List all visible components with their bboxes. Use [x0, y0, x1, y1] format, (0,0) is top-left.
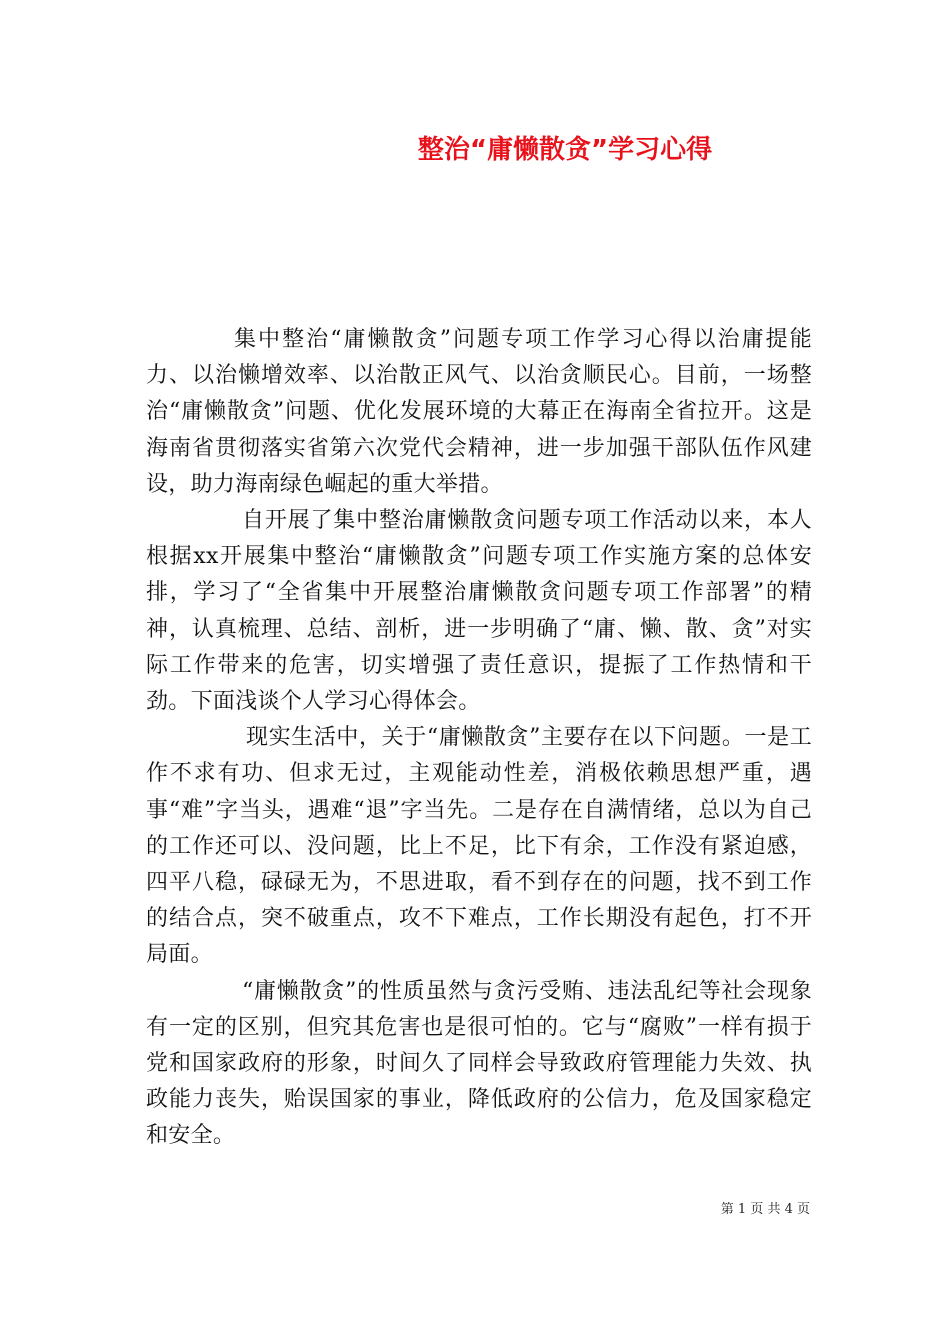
- paragraph: 现实生活中，关于“庸懒散贪”主要存在以下问题。一是工作不求有功、但求无过，主观能动性差，消极依赖思想严重，遇事“难”字当头，遇难“退”字当先。二是存在自满情绪，总以为自己的工作还可以、没问题，比上不足，比下有余，工作没有紧迫感，四平八稳，碌碌无为，不思进取，看不到存在的问题，找不到工作的结合点，突不破重点，攻不下难点，工作长期没有起色，打不开局面。: [146, 725, 812, 968]
- paragraph: 集中整治“庸懒散贪”问题专项工作学习心得以治庸提能力、以治懒增效率、以治散正风气、以治贪顺民心。目前，一场整治“庸懒散贪”问题、优化发展环境的大幕正在海南全省拉开。这是海南省贯彻落实省第六次党代会精神，进一步加强干部队伍作风建设，助力海南绿色崛起的重大举措。: [146, 327, 812, 497]
- page-number-footer: 第 1 页 共 4 页: [720, 1202, 810, 1217]
- document-body: [146, 322, 812, 1155]
- document-title: 整治“庸懒散贪”学习心得: [417, 135, 713, 165]
- paragraph: “庸懒散贪”的性质虽然与贪污受贿、违法乱纪等社会现象有一定的区别，但究其危害也是很可怕的。它与“腐败”一样有损于党和国家政府的形象，时间久了同样会导致政府管理能力失效、执政能力丧失，贻误国家的事业，降低政府的公信力，危及国家稳定和安全。: [146, 978, 812, 1149]
- paragraph: 自开展了集中整治庸懒散贪问题专项工作活动以来，本人根据xx开展集中整治“庸懒散贪”问题专项工作实施方案的总体安排，学习了“全省集中开展整治庸懒散贪问题专项工作部署”的精神，认真梳理、总结、剖析，进一步明确了“庸、懒、散、贪”对实际工作带来的危害，切实增强了责任意识，提振了工作热情和干劲。下面浅谈个人学习心得体会。: [146, 508, 812, 715]
